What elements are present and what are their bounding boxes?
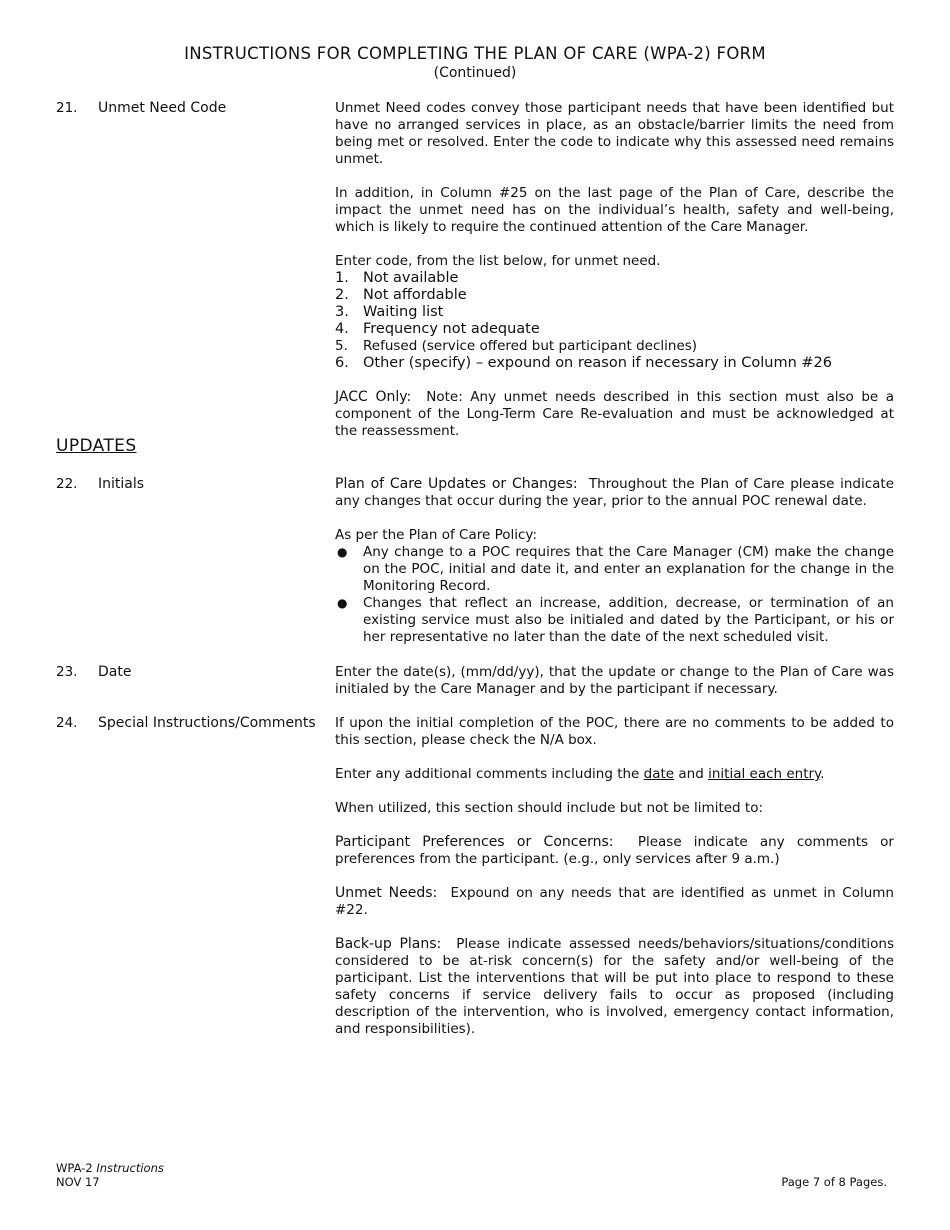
jacc-text: Note: Any unmet needs described in this section must also be a component of the Long-Term Care Re-evaluation and must be acknowledged at the reassessment. <box>335 389 895 439</box>
bullet-item <box>335 544 894 595</box>
paragraph: Enter the date(s), (mm/dd/yy), that the update or change to the Plan of Care was initialed by the Care Manager and by the participant if necessary. <box>335 664 894 697</box>
list-item <box>335 338 894 355</box>
bullet-text: Any change to a POC requires that the Care Manager (CM) make the change on the POC, initial and date it, and enter an explanation for the change in the Monitoring Record. <box>363 544 894 594</box>
footer-form-info <box>56 1161 164 1189</box>
item-label: Initials <box>98 476 145 492</box>
text: . <box>820 766 825 782</box>
text: and <box>674 766 709 782</box>
bullet-item <box>335 595 894 646</box>
item-number: 21. <box>56 100 78 116</box>
list-text: Refused (service offered but participant declines) <box>363 338 698 354</box>
list-number: 3. <box>335 304 349 320</box>
item-content <box>335 100 894 440</box>
list-item <box>335 304 894 321</box>
paragraph-text: Please indicate assessed needs/behaviors/situations/conditions considered to be at-risk concern(s) for the safety and/or well-being of the participant. List the interventions that will be put into place to respond to these safety concerns if service delivery fails to occur as proposed (including description of the intervention, who is involved, emergency contact information, and responsibilities). <box>335 936 894 1037</box>
unmet-code-list <box>335 270 894 372</box>
bullet-icon: ● <box>337 596 348 610</box>
page-number: Page 7 of 8 Pages. <box>781 1175 887 1189</box>
paragraph: Unmet Need codes convey those participant needs that have been identified but have no arranged services in place, as an obstacle/barrier limits the need from being met or resolved. Enter the code to indicate why this assessed need remains unmet. <box>335 100 894 167</box>
paragraph-lead: Plan of Care Updates or Changes: <box>335 476 578 492</box>
list-number: 5. <box>335 338 348 354</box>
paragraph-lead: Back-up Plans: <box>335 936 442 952</box>
paragraph <box>335 936 894 1038</box>
footer-form-italic: Instructions <box>96 1161 164 1175</box>
page-subtitle: (Continued) <box>433 65 517 81</box>
jacc-lead: JACC Only: <box>335 389 412 405</box>
item-label: Unmet Need Code <box>98 100 227 116</box>
paragraph <box>335 885 894 919</box>
paragraph <box>335 766 894 783</box>
list-text: Not available <box>363 270 459 286</box>
item-number: 22. <box>56 476 78 492</box>
underlined-text: initial each entry <box>708 766 821 782</box>
item-21 <box>56 100 894 440</box>
list-text: Not affordable <box>363 287 467 303</box>
list-item <box>335 287 894 304</box>
policy-intro: As per the Plan of Care Policy: <box>335 527 537 543</box>
jacc-note <box>335 389 894 440</box>
list-text: Other (specify) – expound on reason if necessary in Column #26 <box>363 355 832 371</box>
policy-bullets <box>335 544 894 646</box>
list-text: Waiting list <box>363 304 444 320</box>
item-label: Special Instructions/Comments <box>98 715 316 731</box>
list-number: 1. <box>335 270 349 286</box>
paragraph: In addition, in Column #25 on the last page of the Plan of Care, describe the impact the unmet need has on the individual’s health, safety and well-being, which is likely to require the continued attention of the Care Manager. <box>335 185 894 235</box>
item-content <box>335 664 894 698</box>
footer-date: NOV 17 <box>56 1175 100 1189</box>
paragraph-text: Expound on any needs that are identified as unmet in Column #22. <box>335 885 894 918</box>
text: Enter any additional comments including the <box>335 766 644 782</box>
item-23 <box>56 664 894 698</box>
item-content <box>335 476 894 646</box>
paragraph <box>335 476 894 510</box>
list-intro: Enter code, from the list below, for unmet need. <box>335 253 661 269</box>
updates-heading: UPDATES <box>56 436 137 456</box>
paragraph-text: Please indicate any comments or preferences from the participant. (e.g., only services after 9 a.m.) <box>335 834 894 867</box>
paragraph <box>335 834 894 868</box>
list-number: 6. <box>335 355 349 371</box>
paragraph-text: Throughout the Plan of Care please indicate any changes that occur during the year, prior to the annual POC renewal date. <box>335 476 894 509</box>
footer-form: WPA-2 <box>56 1161 93 1175</box>
underlined-text: date <box>643 766 675 782</box>
item-number: 23. <box>56 664 78 680</box>
list-item <box>335 321 894 338</box>
list-number: 2. <box>335 287 349 303</box>
paragraph-lead: Unmet Needs: <box>335 885 438 901</box>
list-text: Frequency not adequate <box>363 321 540 337</box>
list-number: 4. <box>335 321 349 337</box>
item-label: Date <box>98 664 132 680</box>
paragraph: If upon the initial completion of the POC, there are no comments to be added to this section, please check the N/A box. <box>335 715 894 748</box>
paragraph: When utilized, this section should include but not be limited to: <box>335 800 763 816</box>
paragraph-lead: Participant Preferences or Concerns: <box>335 834 614 850</box>
page-title: INSTRUCTIONS FOR COMPLETING THE PLAN OF CARE (WPA-2) FORM <box>184 44 766 63</box>
list-item <box>335 270 894 287</box>
item-content <box>335 715 894 1038</box>
item-number: 24. <box>56 715 78 731</box>
list-item <box>335 355 894 372</box>
item-24 <box>56 715 894 1038</box>
item-22 <box>56 476 894 646</box>
bullet-icon: ● <box>337 545 348 559</box>
bullet-text: Changes that reflect an increase, addition, decrease, or termination of an existing service must also be initialed and dated by the Participant, or his or her representative no later than the date of the next scheduled visit. <box>363 595 894 645</box>
footer-form-line <box>56 1161 164 1175</box>
